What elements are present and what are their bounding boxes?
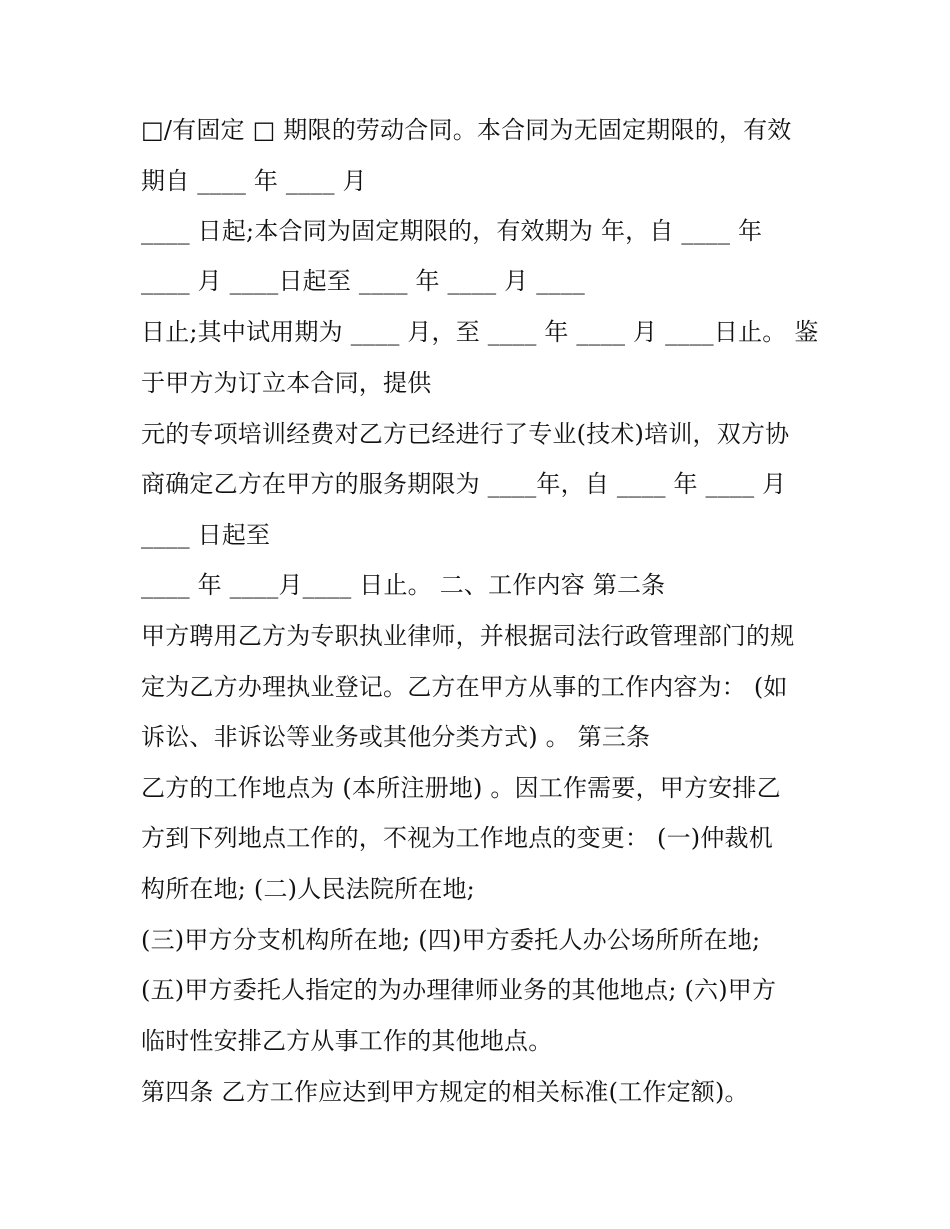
- text-line: ____ 日起;本合同为固定期限的，有效期为 年，自 ____ 年: [141, 217, 763, 245]
- text-line: 期自 ____ 年 ____ 月: [141, 167, 367, 195]
- text-line: 元的专项培训经费对乙方已经进行了专业(技术)培训，双方协: [141, 420, 790, 448]
- text-line: 定为乙方办理执业登记。乙方在甲方从事的工作内容为： (如: [141, 673, 788, 701]
- text-line: 诉讼、非诉讼等业务或其他分类方式) 。 第三条: [141, 723, 651, 751]
- text-line: 于甲方为订立本合同，提供: [141, 369, 432, 397]
- text-line: 甲方聘用乙方为专职执业律师，并根据司法行政管理部门的规: [141, 622, 795, 650]
- text-line: □/有固定 □ 期限的劳动合同。本合同为无固定期限的，有效: [141, 116, 792, 144]
- text-line: 构所在地; (二)人民法院所在地;: [141, 875, 475, 903]
- text-line: ____ 年 ____月____ 日止。 二、工作内容 第二条: [141, 571, 666, 599]
- text-line: (三)甲方分支机构所在地; (四)甲方委托人办公场所所在地;: [141, 926, 761, 954]
- text-line: 临时性安排乙方从事工作的其他地点。: [141, 1027, 553, 1055]
- text-line: ____ 日起至: [141, 521, 271, 549]
- text-line: 第四条 乙方工作应达到甲方规定的相关标准(工作定额)。: [141, 1078, 749, 1106]
- text-line: ____ 月 ____日起至 ____ 年 ____ 月 ____: [141, 267, 586, 295]
- text-line: 日止;其中试用期为 ____ 月，至 ____ 年 ____ 月 ____日止。 鉴: [141, 318, 819, 346]
- text-line: 乙方的工作地点为 (本所注册地) 。因工作需要，甲方安排乙: [141, 774, 781, 802]
- text-line: (五)甲方委托人指定的为办理律师业务的其他地点; (六)甲方: [141, 976, 777, 1004]
- text-line: 方到下列地点工作的，不视为工作地点的变更： (一)仲裁机: [141, 824, 773, 852]
- text-line: 商确定乙方在甲方的服务期限为 ____年，自 ____ 年 ____ 月: [141, 470, 787, 498]
